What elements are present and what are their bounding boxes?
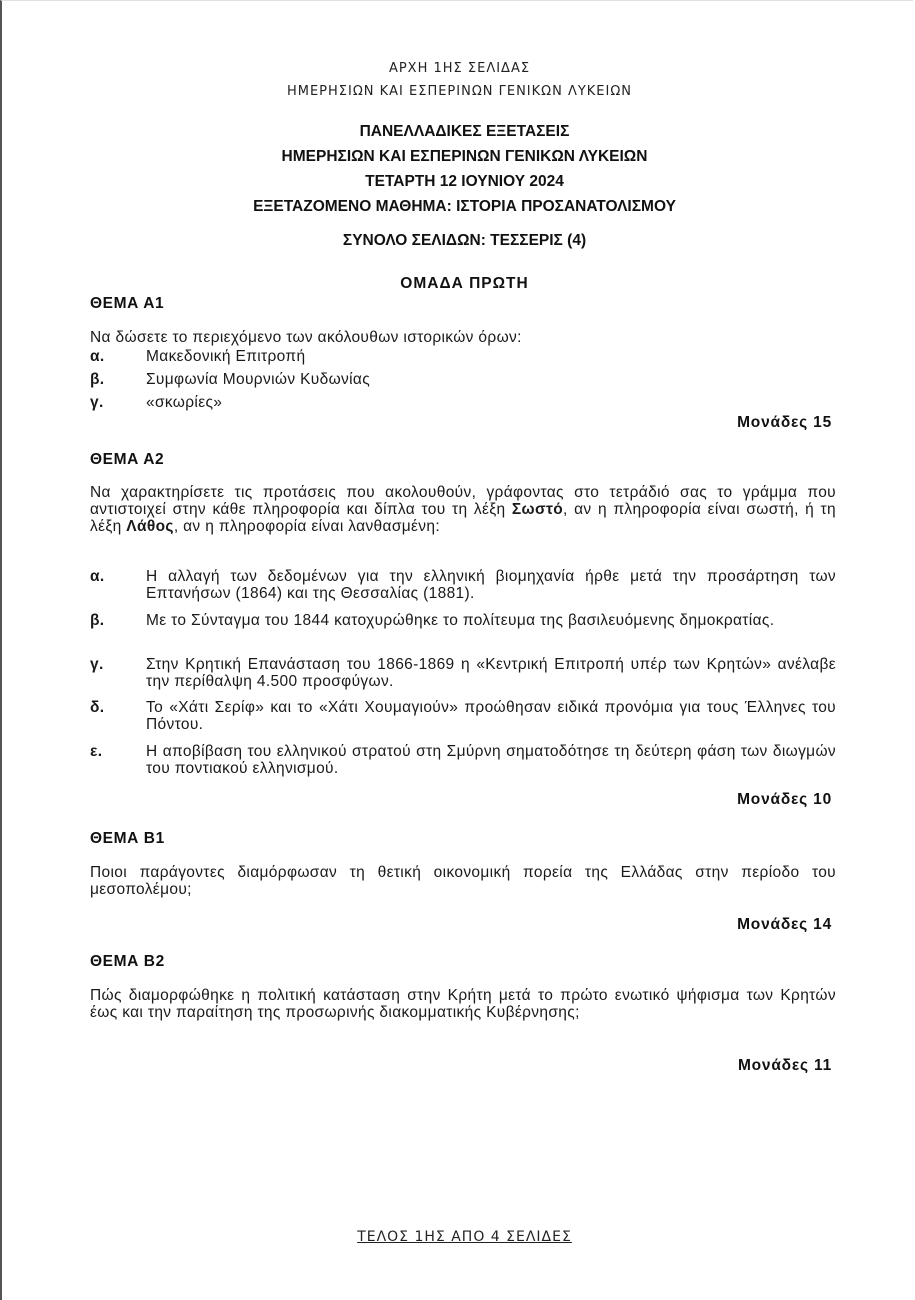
question-b1-heading: ΘΕΜΑ Β1 — [90, 830, 165, 847]
exam-school-type: ΗΜΕΡΗΣΙΩΝ ΚΑΙ ΕΣΠΕΡΙΝΩΝ ΓΕΝΙΚΩΝ ΛΥΚΕΙΩΝ — [281, 148, 648, 165]
list-item: δ. Το «Χάτι Σερίφ» και το «Χάτι Χουμαγιούν» προώθησαν ειδικά προνόμια για τους Έλληνες του Πόντου. — [90, 699, 836, 733]
question-b2-heading: ΘΕΜΑ Β2 — [90, 953, 165, 970]
total-pages: ΣΥΝΟΛΟ ΣΕΛΙΔΩΝ: ΤΕΣΣΕΡΙΣ (4) — [342, 232, 587, 249]
question-a1-heading: ΘΕΜΑ Α1 — [90, 295, 165, 312]
question-a2-marks: Μονάδες 10 — [737, 791, 832, 808]
list-item: γ. Στην Κρητική Επανάσταση του 1866-1869 η «Κεντρική Επιτροπή υπέρ των Κρητών» ανέλαβε την περίθαλψη 4.500 προσφύγων. — [90, 656, 836, 690]
list-item: γ. «σκωρίες» — [90, 394, 223, 411]
question-b2-marks: Μονάδες 11 — [737, 1057, 832, 1074]
question-a2-intro: Να χαρακτηρίσετε τις προτάσεις που ακολουθούν, γράφοντας στο τετράδιό σας το γράμμα που αντιστοιχεί στην κάθε πληροφορία και δίπλα του τη λέξη Σωστό, αν η πληροφορία είναι σωστή, ή τη λέξη Λάθος, αν η πληροφορία είναι λανθασμένη: — [90, 484, 836, 535]
page-end-footer: ΤΕΛΟΣ 1ΗΣ ΑΠΟ 4 ΣΕΛΙΔΕΣ — [357, 1229, 572, 1245]
list-item: ε. Η αποβίβαση του ελληνικού στρατού στη Σμύρνη σηματοδότησε τη δεύτερη φάση των διωγμών του ποντιακού ελληνισμού. — [90, 743, 836, 777]
question-b2-text: Πώς διαμορφώθηκε η πολιτική κατάσταση στην Κρήτη μετά το πρώτο ενωτικό ψήφισμα των Κρητών έως και την παραίτηση της προσωρινής διακομματικής Κυβέρνησης; — [90, 987, 836, 1021]
exam-subject: ΕΞΕΤΑΖΟΜΕΝΟ ΜΑΘΗΜΑ: ΙΣΤΟΡΙΑ ΠΡΟΣΑΝΑΤΟΛΙΣΜΟΥ — [253, 198, 676, 215]
list-item: β. Με το Σύνταγμα του 1844 κατοχυρώθηκε το πολίτευμα της βασιλευόμενης δημοκρατίας. — [90, 612, 775, 629]
question-a2-heading: ΘΕΜΑ Α2 — [90, 451, 165, 468]
list-item: β. Συμφωνία Μουρνιών Κυδωνίας — [90, 371, 371, 388]
exam-title: ΠΑΝΕΛΛΑΔΙΚΕΣ ΕΞΕΤΑΣΕΙΣ — [359, 123, 570, 140]
group-heading: ΟΜΑΔΑ ΠΡΩΤΗ — [400, 275, 529, 292]
question-b1-marks: Μονάδες 14 — [737, 916, 832, 933]
list-item: α. Μακεδονική Επιτροπή — [90, 348, 306, 365]
question-a1-intro: Να δώσετε το περιεχόμενο των ακόλουθων ιστορικών όρων: — [90, 329, 522, 346]
question-b1-text: Ποιοι παράγοντες διαμόρφωσαν τη θετική οικονομική πορεία της Ελλάδας στην περίοδο του μεσοπολέμου; — [90, 864, 836, 898]
question-a1-marks: Μονάδες 15 — [737, 414, 832, 431]
page-start-header: ΑΡΧΗ 1ΗΣ ΣΕΛΙΔΑΣ — [388, 61, 531, 76]
school-type-header: ΗΜΕΡΗΣΙΩΝ ΚΑΙ ΕΣΠΕΡΙΝΩΝ ΓΕΝΙΚΩΝ ΛΥΚΕΙΩΝ — [286, 84, 633, 99]
exam-date: ΤΕΤΑΡΤΗ 12 ΙΟΥΝΙΟΥ 2024 — [365, 173, 564, 190]
list-item: α. Η αλλαγή των δεδομένων για την ελληνική βιομηχανία ήρθε μετά την προσάρτηση των Επτανήσων (1864) και της Θεσσαλίας (1881). — [90, 568, 836, 602]
